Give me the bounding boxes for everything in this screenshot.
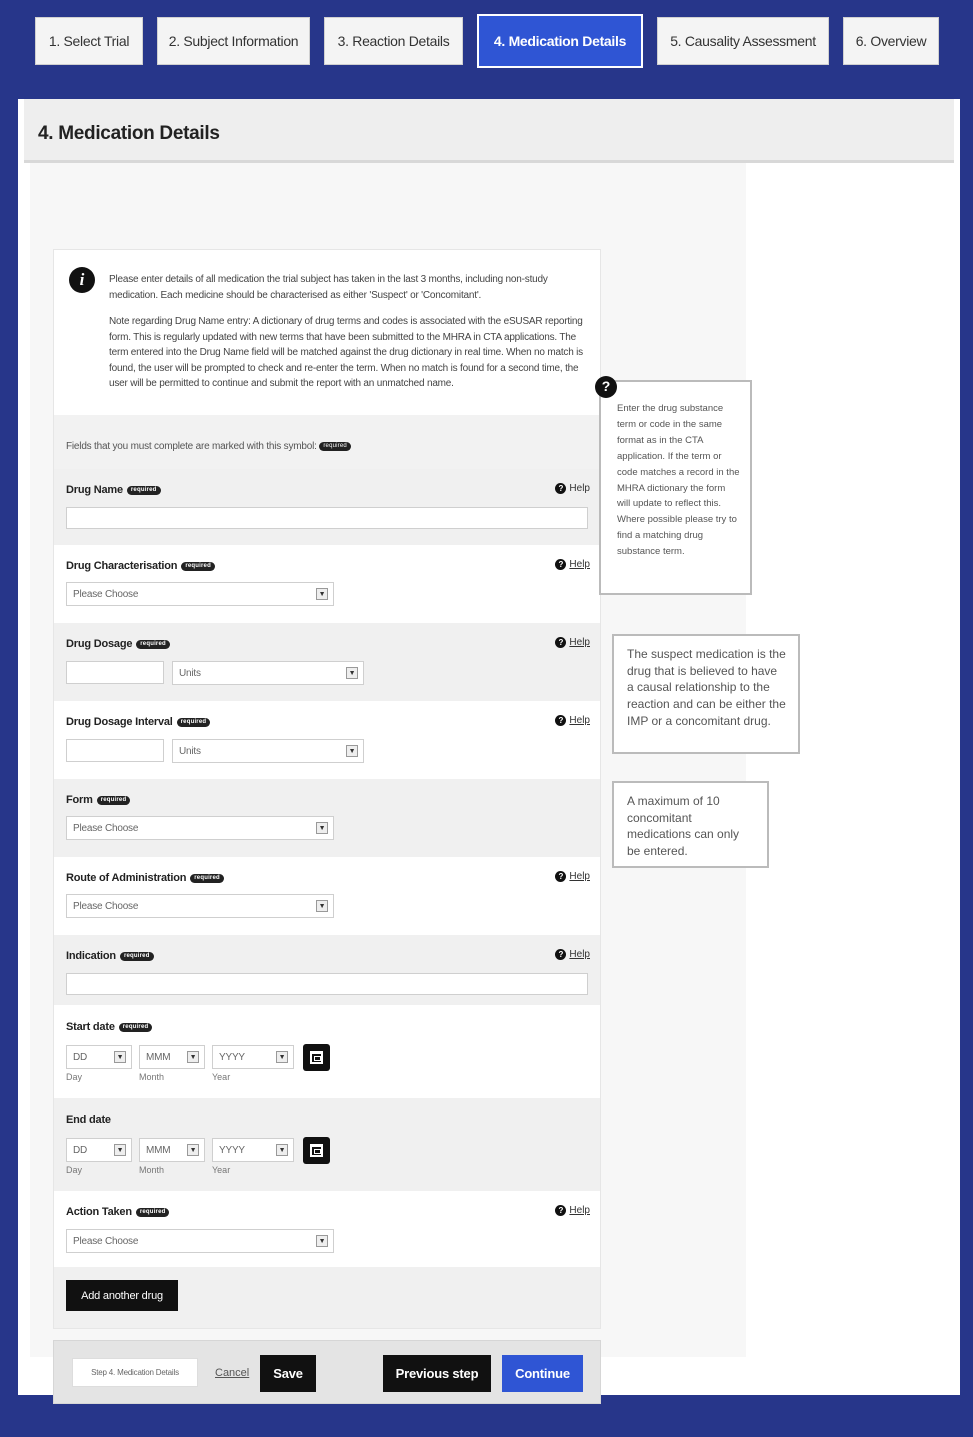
drug-dosage-interval-units-select[interactable]: Units ▼ [172,739,364,763]
year-caption: Year [212,1072,231,1082]
route-label: Route of Administration [66,872,187,884]
field-action-taken [54,1191,600,1267]
field-start-date [54,1005,600,1098]
end-month-select[interactable]: MMM ▼ [139,1138,205,1162]
indication-input[interactable] [66,973,588,995]
month-caption: Month [139,1072,165,1082]
calendar-icon[interactable] [303,1044,330,1071]
tab-reaction-details[interactable]: 3. Reaction Details [324,17,463,65]
chevron-down-icon: ▼ [316,1235,328,1247]
field-form [54,779,600,857]
required-badge: required [136,1208,170,1217]
continue-button[interactable]: Continue [502,1355,583,1392]
step-navigation [0,14,973,70]
tab-causality-assessment[interactable]: 5. Causality Assessment [657,17,829,65]
start-year-select[interactable]: YYYY ▼ [212,1045,294,1069]
action-taken-label: Action Taken [66,1206,132,1218]
required-badge: required [136,640,170,649]
drug-name-input[interactable] [66,507,588,529]
chevron-down-icon: ▼ [346,667,358,679]
page-title: 4. Medication Details [38,123,220,144]
chevron-down-icon: ▼ [316,822,328,834]
required-badge: required [319,442,351,451]
tab-medication-details[interactable]: 4. Medication Details [477,14,643,68]
tab-overview[interactable]: 6. Overview [843,17,939,65]
field-end-date [54,1098,600,1191]
chevron-down-icon: ▼ [114,1144,126,1156]
required-badge: required [97,796,131,805]
drug-dosage-interval-input[interactable] [66,739,164,762]
chevron-down-icon: ▼ [316,900,328,912]
start-day-select[interactable]: DD ▼ [66,1045,132,1069]
chevron-down-icon: ▼ [114,1051,126,1063]
drug-dosage-units-select[interactable]: Units ▼ [172,661,364,685]
drug-characterisation-select[interactable]: Please Choose ▼ [66,582,334,606]
year-caption: Year [212,1165,231,1175]
add-drug-row [54,1267,600,1328]
main-panel [18,99,960,1395]
field-drug-dosage [54,623,600,701]
question-icon: ? [555,1205,566,1216]
action-bar [53,1340,601,1404]
question-icon: ? [555,949,566,960]
save-button[interactable]: Save [260,1355,316,1392]
help-link[interactable]: ? Help [555,871,590,882]
help-link[interactable]: ? Help [555,637,590,648]
drug-name-label: Drug Name [66,484,123,496]
max-medications-callout: A maximum of 10 concomitant medications can only be entered. [612,781,769,868]
field-drug-dosage-interval [54,701,600,779]
drug-characterisation-label: Drug Characterisation [66,560,178,572]
required-badge: required [119,1023,153,1032]
month-caption: Month [139,1165,165,1175]
action-taken-select[interactable]: Please Choose ▼ [66,1229,334,1253]
question-icon: ? [555,715,566,726]
content-area [30,163,786,1381]
end-day-select[interactable]: DD ▼ [66,1138,132,1162]
drug-name-help-callout: ? Enter the drug substance term or code in the same format as in the CTA application. If the term or code matches a record in the MHRA dictionary the form will update to reflect this. Where possible please try to find a matching drug substance term. [599,380,752,595]
form-label: Form [66,794,93,806]
question-icon: ? [595,376,617,398]
question-icon: ? [555,483,566,494]
tab-subject-information[interactable]: 2. Subject Information [157,17,310,65]
question-icon: ? [555,871,566,882]
chevron-down-icon: ▼ [187,1144,199,1156]
add-another-drug-button[interactable]: Add another drug [66,1280,178,1311]
drug-dosage-input[interactable] [66,661,164,684]
required-badge: required [127,486,161,495]
question-icon: ? [555,559,566,570]
chevron-down-icon: ▼ [276,1144,288,1156]
cancel-link[interactable]: Cancel [215,1367,250,1379]
intro-text: Please enter details of all medication the trial subject has taken in the last 3 months, including non-study medication. Each medicine should be characterised as either 'Suspect' or 'Concomitant'. [109,274,548,301]
drug-name-note: Note regarding Drug Name entry: A dictionary of drug terms and codes is associated with the eSUSAR reporting form. This is regularly updated with new terms that have been submitted to the MHRA in CTA applications. The term entered into the Drug Name field will be matched against the drug dictionary in real time. When no match is found, the user will be prompted to check and re-enter the term. When no match is found for a second time, the user will be permitted to continue and submit the report with an unmatched name. [109,316,583,389]
previous-step-button[interactable]: Previous step [383,1355,491,1392]
required-badge: required [181,562,215,571]
info-icon: i [69,267,95,293]
panel-header [24,99,954,163]
field-drug-characterisation [54,545,600,623]
chevron-down-icon: ▼ [346,745,358,757]
start-date-label: Start date [66,1021,115,1033]
required-badge: required [177,718,211,727]
help-link[interactable]: ? Help [555,715,590,726]
help-link[interactable]: ? Help [555,949,590,960]
step-indicator: Step 4. Medication Details [72,1358,198,1387]
medication-form [53,249,601,1329]
help-link[interactable]: ? Help [555,1205,590,1216]
indication-label: Indication [66,950,116,962]
required-badge: required [120,952,154,961]
field-indication [54,935,600,1005]
field-drug-name [54,469,600,545]
help-link[interactable]: ? Help [555,483,590,494]
required-note [54,415,600,469]
drug-dosage-interval-label: Drug Dosage Interval [66,716,173,728]
chevron-down-icon: ▼ [316,588,328,600]
tab-select-trial[interactable]: 1. Select Trial [35,17,143,65]
day-caption: Day [66,1165,83,1175]
form-select[interactable]: Please Choose ▼ [66,816,334,840]
drug-dosage-label: Drug Dosage [66,638,133,650]
start-month-select[interactable]: MMM ▼ [139,1045,205,1069]
day-caption: Day [66,1072,83,1082]
field-route-of-administration [54,857,600,935]
chevron-down-icon: ▼ [187,1051,199,1063]
help-link[interactable]: ? Help [555,559,590,570]
intro-section [54,250,600,415]
end-year-select[interactable]: YYYY ▼ [212,1138,294,1162]
chevron-down-icon: ▼ [276,1051,288,1063]
question-icon: ? [555,637,566,648]
end-date-label: End date [66,1114,111,1126]
required-badge: required [190,874,224,883]
required-note-text: Fields that you must complete are marked with this symbol: [66,441,317,452]
suspect-medication-callout: The suspect medication is the drug that is believed to have a causal relationship to the reaction and can be either the IMP or a concomitant drug. [612,634,800,754]
route-select[interactable]: Please Choose ▼ [66,894,334,918]
calendar-icon[interactable] [303,1137,330,1164]
